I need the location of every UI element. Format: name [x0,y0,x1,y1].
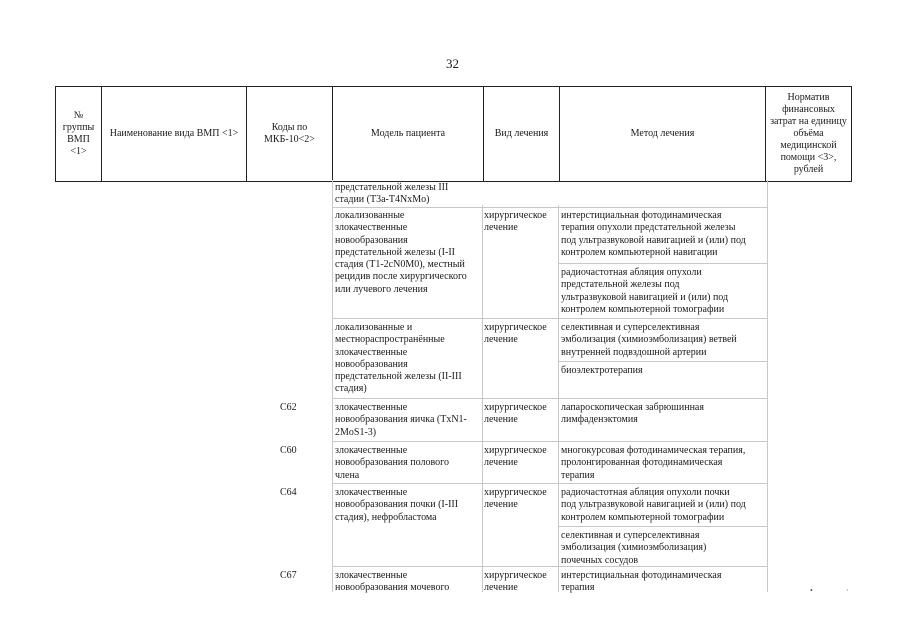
treatment-type-cell: хирургическое лечение [484,322,547,346]
treatment-method-cell: биоэлектротерапия [561,365,643,376]
table-header [55,86,852,182]
patient-model-cell: злокачественные новообразования почки (I-III стадия), нефробластома [335,487,459,523]
treatment-method-cell: радиочастотная абляция опухоли предстательной железы под ультразвуковой навигацией и (или) под контролем компьютерной томографии [561,267,729,315]
row-divider [558,263,768,264]
patient-model-cell: предстательной железы III стадии (T3a-T4NxMo) [335,182,449,206]
treatment-method-cell: интерстициальная фотодинамическая терапия опухоли предстательной железы под ультразвуковой навигацией и (или) под контролем компьютерной навигации [561,210,746,258]
row-divider [332,318,768,319]
row-divider [558,361,768,362]
treatment-method-cell: интерстициальная фотодинамическая терапия [561,570,722,594]
scan-speck: • [810,586,813,595]
icd-code-cell: C64 [280,487,297,498]
header-icd-codes: Коды по МКБ-10<2> [246,87,332,181]
patient-model-cell: злокачественные новообразования полового члена [335,445,449,481]
treatment-type-cell: хирургическое лечение [484,402,547,426]
header-treatment-method: Метод лечения [559,87,765,181]
icd-code-cell: C62 [280,402,297,413]
header-group-number: № группы ВМП <1> [55,87,101,181]
header-vmp-name: Наименование вида ВМП <1> [101,87,246,181]
treatment-method-cell: селективная и суперселективная эмболизация (химиоэмболизация) ветвей внутренней подвздошной артерии [561,322,737,358]
treatment-method-cell: радиочастотная абляция опухоли почки под ультразвуковой навигацией и (или) под контролем компьютерной томографии [561,487,746,523]
patient-model-cell: злокачественные новообразования яичка (TxN1- 2MoS1-3) [335,402,467,438]
patient-model-cell: локализованные злокачественные новообразования предстательной железы (I-II стадия (T1-2cN0M0), местный рецидив после хирургического или лучевого лечения [335,210,467,295]
treatment-type-cell: хирургическое лечение [484,570,547,594]
header-treatment-type: Вид лечения [483,87,559,181]
row-divider [558,526,768,527]
treatment-type-cell: хирургическое лечение [484,210,547,234]
page-number: 32 [446,56,459,71]
patient-model-cell: злокачественные новообразования мочевого [335,570,450,594]
header-patient-model: Модель пациента [332,87,483,181]
column-divider [332,180,333,592]
row-divider [332,207,768,208]
treatment-method-cell: селективная и суперселективная эмболизация (химиоэмболизация) почечных сосудов [561,530,707,566]
row-divider [332,483,768,484]
row-divider [332,441,768,442]
row-divider [332,398,768,399]
header-financial-norm: Норматив финансовых затрат на единицу объёма медицинской помощи <3>, рублей [765,87,852,181]
treatment-type-cell: хирургическое лечение [484,445,547,469]
icd-code-cell: C67 [280,570,297,581]
treatment-method-cell: лапароскопическая забрюшинная лимфаденэктомия [561,402,704,426]
scan-speck: · [846,586,849,595]
patient-model-cell: локализованные и местнораспространённые злокачественные новообразования предстательной железы (II-III стадия) [335,322,462,395]
icd-code-cell: C60 [280,445,297,456]
treatment-type-cell: хирургическое лечение [484,487,547,511]
treatment-method-cell: многокурсовая фотодинамическая терапия, пролонгированная фотодинамическая терапия [561,445,746,481]
